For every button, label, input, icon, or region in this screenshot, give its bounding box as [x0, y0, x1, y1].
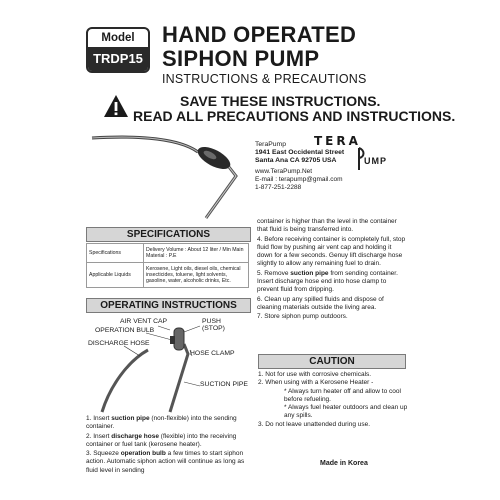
continued-text: container is higher than the level in the container that fluid is being transferred into.	[257, 218, 397, 234]
company-website: www.TeraPump.Net	[255, 168, 313, 175]
company-phone: 1-877-251-2288	[255, 184, 302, 191]
list-item: 4. Before receiving container is completely full, stop fluid flow by pushing air vent cap and holding it down for a few seconds. Genuy lift discharge hose slightly to allow any remaining fuel to drain.	[257, 235, 406, 268]
list-item: 2. Insert discharge hose (flexible) into the receiving container or fuel tank (kerosene heater).	[86, 432, 237, 448]
title-line1: HAND OPERATED	[162, 22, 357, 47]
specifications-heading: SPECIFICATIONS	[86, 227, 251, 242]
list-item: 5. Remove suction pipe from sending container. Insert discharge hose end into hose clamp to prevent fluid from dripping.	[257, 269, 398, 294]
list-item: * Always turn heater off and allow to cool before refueling.	[284, 387, 401, 403]
save-instructions: SAVE THESE INSTRUCTIONS.	[180, 93, 381, 109]
specifications-table	[86, 243, 249, 288]
pump-illustration	[86, 130, 254, 222]
operating-steps-left	[86, 415, 254, 476]
spec-value: Kerosene, Light oils, diesel oils, chemical insecticides, toluene, light solvents, gasoline, water, alcoholic drinks, Etc.	[144, 263, 249, 288]
spec-label: Applicable Liquids	[87, 263, 144, 288]
subtitle: INSTRUCTIONS & PRECAUTIONS	[162, 72, 367, 86]
company-street: 1941 East Occidental Street	[255, 149, 345, 157]
push-label: PUSH	[202, 318, 221, 325]
caution-heading: CAUTION	[258, 354, 406, 369]
operating-steps-right	[257, 218, 407, 323]
table-row	[87, 244, 249, 263]
company-city: Santa Ana CA 92705 USA	[255, 157, 337, 165]
logo-pump: UMP	[364, 156, 387, 166]
title-line2: SIPHON PUMP	[162, 46, 320, 71]
company-name: TeraPump	[255, 141, 286, 148]
caution-list	[258, 371, 408, 429]
model-label: Model	[101, 32, 135, 44]
warning-icon	[103, 94, 129, 118]
stop-label: (STOP)	[202, 325, 225, 332]
air-vent-label: AIR VENT CAP	[120, 318, 168, 325]
spec-label: Specifications	[87, 244, 144, 263]
clamp-label: HOSE CLAMP	[190, 350, 235, 357]
logo-tera: TERA	[314, 134, 361, 148]
operating-heading: OPERATING INSTRUCTIONS	[86, 298, 251, 313]
list-item: 1. Insert suction pipe (non-flexible) into the sending container.	[86, 415, 237, 431]
read-precautions: READ ALL PRECAUTIONS AND INSTRUCTIONS.	[133, 108, 456, 124]
made-in-label: Made in Korea	[320, 460, 368, 467]
table-row	[87, 263, 249, 288]
model-box	[86, 27, 150, 73]
suction-label: SUCTION PIPE	[200, 381, 248, 388]
list-item: 1. Not for use with corrosive chemicals.	[258, 371, 372, 378]
bulb-label: OPERATION BULB	[95, 327, 155, 334]
discharge-label: DISCHARGE HOSE	[88, 340, 150, 347]
list-item: * Always fuel heater outdoors and clean up any spills.	[284, 404, 408, 420]
company-email: E-mail : terapump@gmail.com	[255, 176, 343, 183]
list-item: 6. Clean up any spilled fluids and dispose of cleaning materials outside the living area.	[257, 295, 384, 311]
list-item: 3. Do not leave unattended during use.	[258, 420, 371, 428]
terapump-logo	[306, 134, 396, 180]
list-item: 3. Squeeze operation bulb a few times to start siphon action. Automatic siphon action will continue as long as fluid level in sending	[86, 450, 245, 474]
spec-value: Delivery Volume : About 12 liter / Min Main Material : P.E	[144, 244, 249, 263]
model-number: TRDP15	[88, 47, 148, 71]
list-item: 7. Store siphon pump outdoors.	[257, 313, 348, 321]
list-item: 2. When using with a Kerosene Heater -	[258, 379, 374, 387]
